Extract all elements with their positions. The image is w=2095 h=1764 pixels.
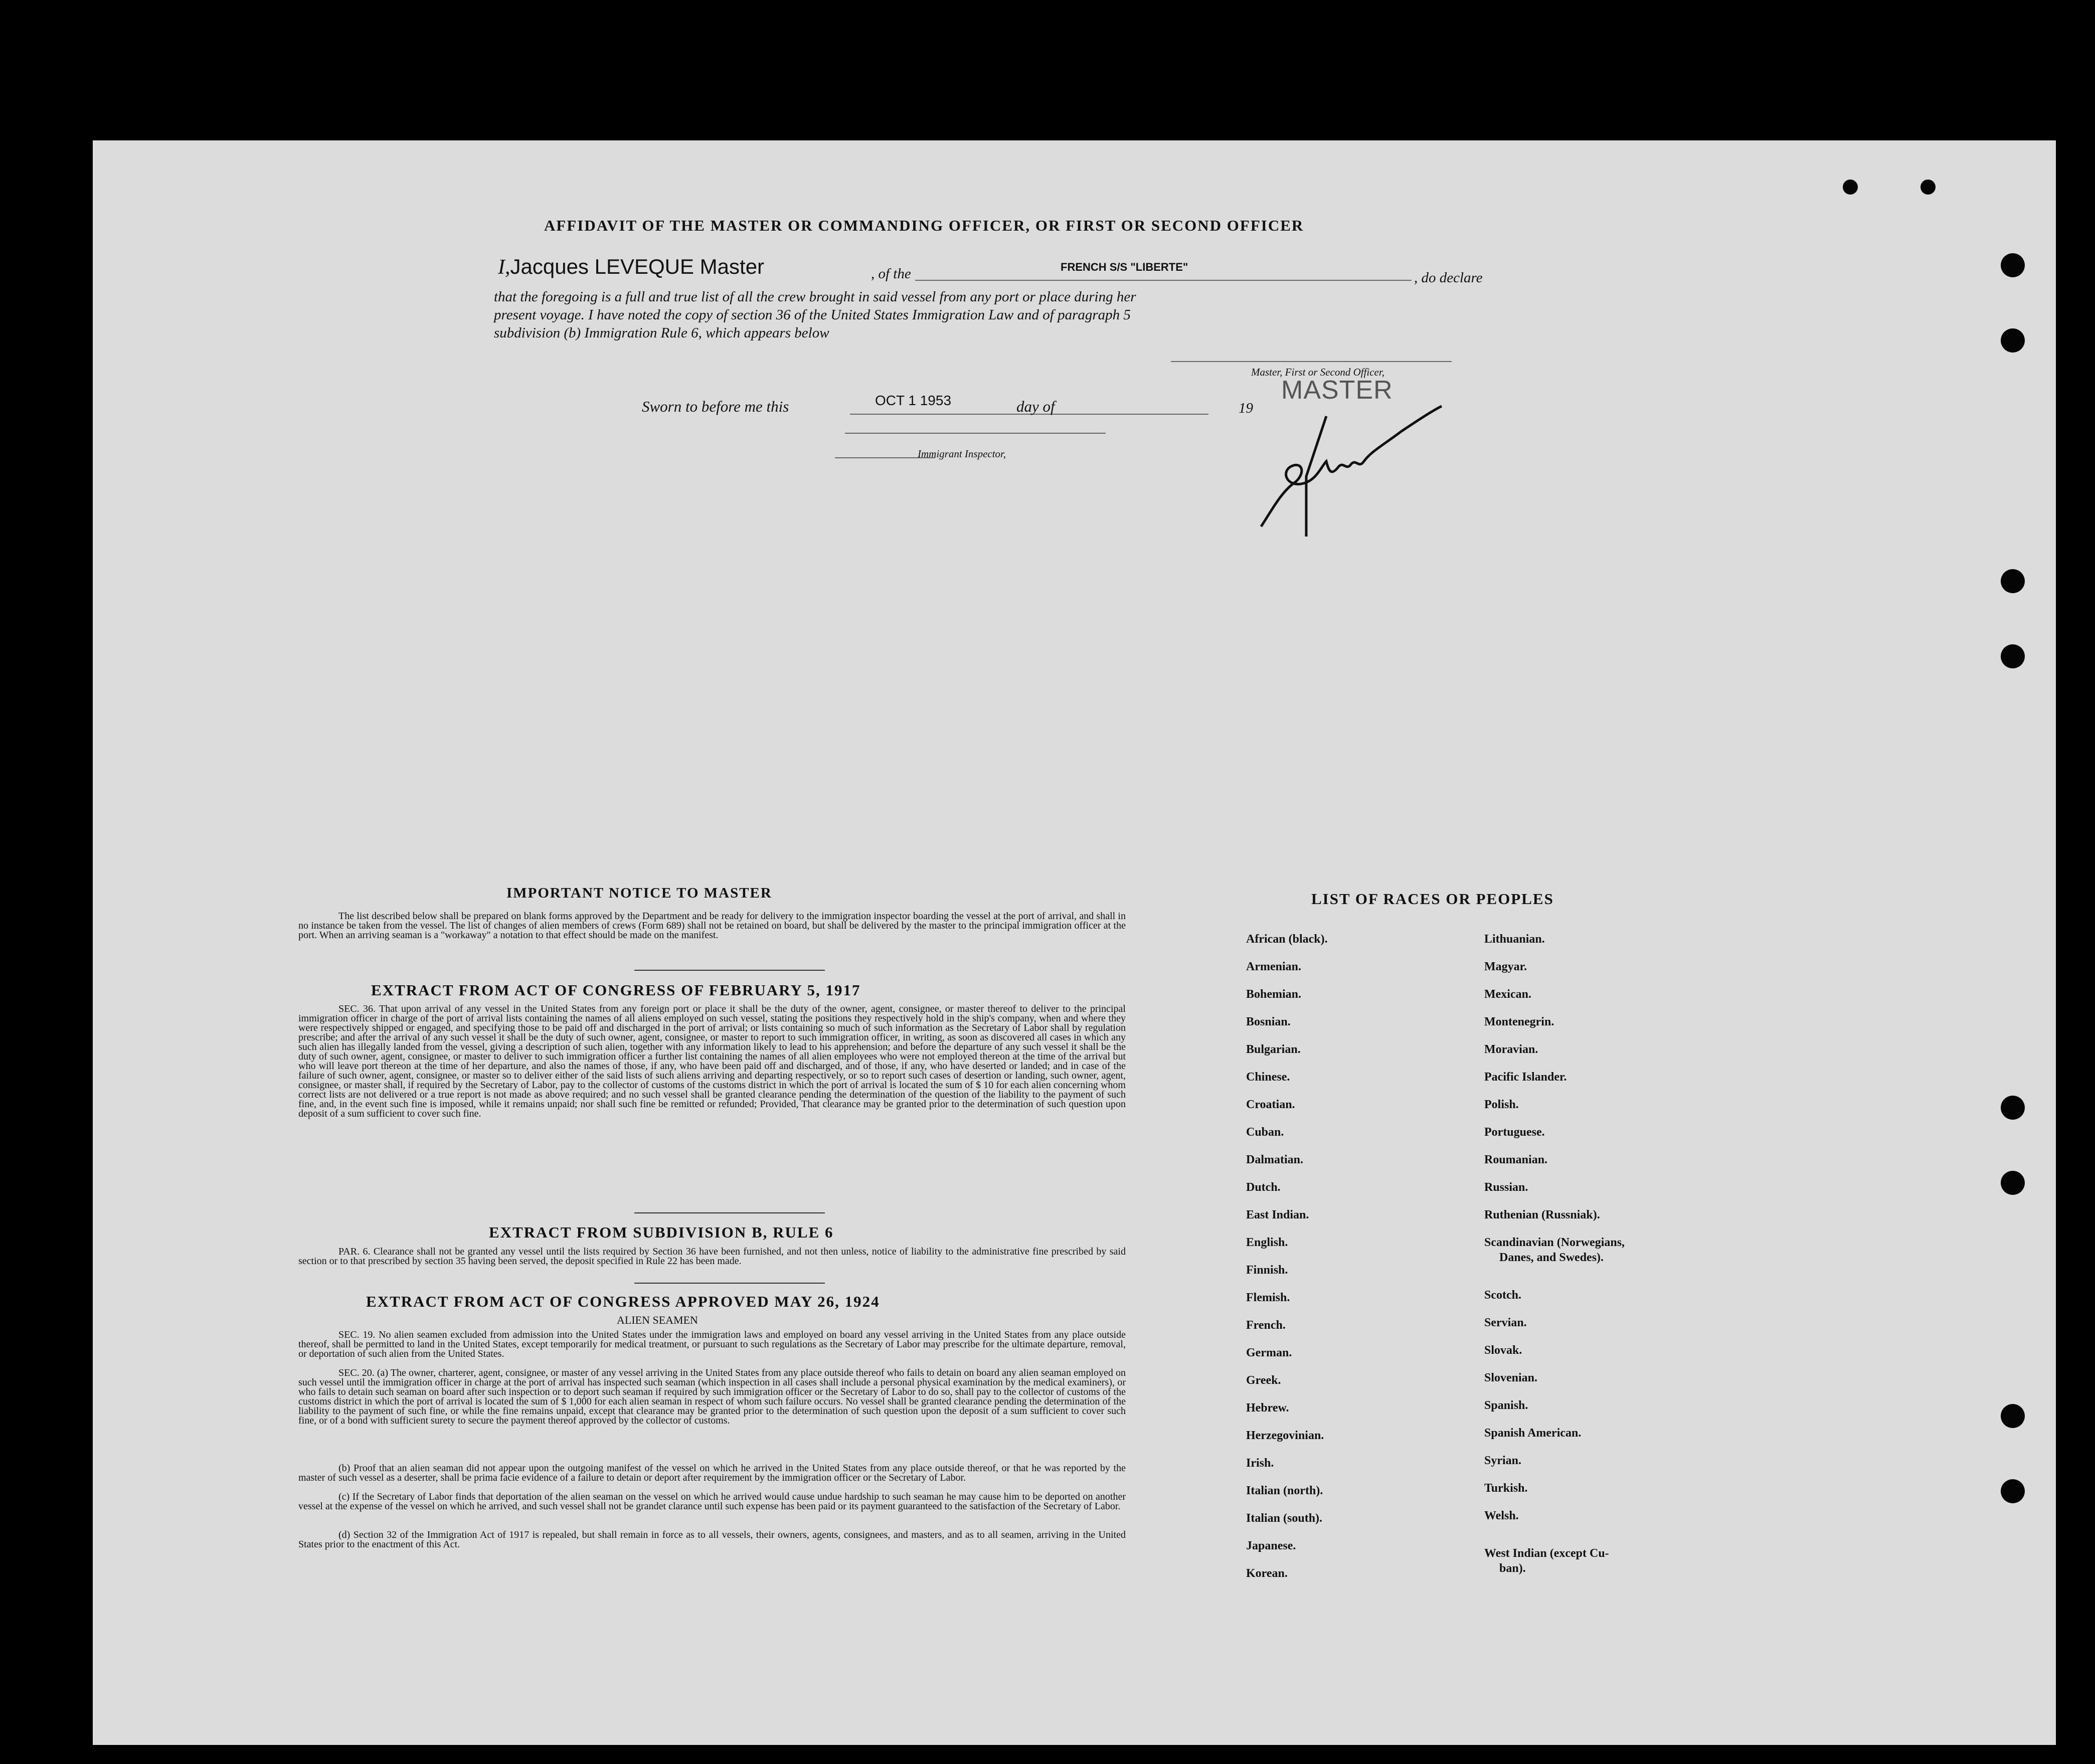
divider — [634, 970, 825, 971]
day-of-underline — [1073, 414, 1208, 415]
race-right: Spanish. — [1484, 1399, 1528, 1412]
race-left: Bosnian. — [1246, 1015, 1291, 1028]
divider — [634, 1283, 825, 1284]
race-left: Greek. — [1246, 1374, 1281, 1387]
race-right: Slovenian. — [1484, 1371, 1538, 1384]
inspector-signature-line — [845, 433, 1106, 434]
race-left: Croatian. — [1246, 1098, 1295, 1111]
race-left: Chinese. — [1246, 1071, 1290, 1084]
extract-1924-sec20d: (d) Section 32 of the Immigration Act of 1917 is repealed, but shall remain in force as to all vessels, their owners, agents, consignees, and masters, and as to all seamen, arriving in the United States prior to the enactment of this Act. — [298, 1529, 1126, 1550]
race-left: Italian (south). — [1246, 1512, 1323, 1525]
extract-1924-sec20b: (b) Proof that an alien seaman did not appear upon the outgoing manifest of the vessel on which he arrived in the United States from any place outside thereof, or that he was reported by the master of such vessel as a deserter, shall be prima facie evidence of a failure to detain or deport after requirement by the immigration officer or the Secretary of Labor. — [298, 1463, 1126, 1483]
race-right: Pacific Islander. — [1484, 1071, 1567, 1084]
master-stamp: MASTER — [1281, 376, 1393, 405]
race-left: Irish. — [1246, 1457, 1274, 1470]
race-left: Herzegovinian. — [1246, 1429, 1324, 1442]
officer-caption: Master, First or Second Officer, — [1251, 366, 1384, 378]
sworn-underline — [850, 414, 1111, 415]
race-right: Montenegrin. — [1484, 1015, 1554, 1028]
declaration-line-3: present voyage. I have noted the copy of section 36 of the United States Immigration Law and of paragraph 5 — [494, 307, 1131, 323]
race-left: Bohemian. — [1246, 988, 1302, 1001]
of-the-text: , of the — [871, 266, 911, 282]
race-left: Italian (north). — [1246, 1484, 1323, 1497]
punch-hole — [2001, 253, 2025, 277]
affidavit-title: AFFIDAVIT OF THE MASTER OR COMMANDING OFFICER, OR FIRST OR SECOND OFFICER — [544, 217, 1304, 234]
race-right: West Indian (except Cu- — [1484, 1547, 1609, 1560]
race-right: Servian. — [1484, 1316, 1527, 1329]
race-left: French. — [1246, 1319, 1286, 1332]
race-right: Moravian. — [1484, 1043, 1538, 1056]
race-right: Ruthenian (Russniak). — [1484, 1208, 1600, 1221]
notice-body: The list described below shall be prepared on blank forms approved by the Department and be ready for delivery to the immigration inspector boarding the vessel at the port of arrival, and shall in no instance be taken from the vessel. The list of changes of alien members of crews (Form 689) shall not be retained on board, but shall be delivered by the master to the principal immigration officer at the port. When an arriving seaman is a "workaway" a notation to that effect should be made on the manifest. — [298, 911, 1126, 941]
declaration-line-4: subdivision (b) Immigration Rule 6, which appears below — [494, 325, 829, 341]
year-text: 19 — [1239, 400, 1253, 416]
race-left: Cuban. — [1246, 1126, 1284, 1139]
punch-hole — [2001, 1479, 2025, 1503]
race-left: African (black). — [1246, 933, 1328, 946]
punch-hole — [2001, 569, 2025, 593]
race-left: German. — [1246, 1346, 1292, 1359]
declarant-line — [498, 255, 764, 279]
inspector-caption: Immigrant Inspector, — [918, 448, 1006, 460]
extract-rule6-body: PAR. 6. Clearance shall not be granted any vessel until the lists required by Section 36 have been furnished, and not then unless, notice of liability to the administrative fine prescribed by said section or to that prescribed by section 35 having been served, the deposit specified in Rule 22 has been made. — [298, 1246, 1126, 1267]
race-left: Flemish. — [1246, 1291, 1290, 1304]
race-right: Syrian. — [1484, 1454, 1522, 1467]
race-right: Magyar. — [1484, 960, 1527, 973]
race-right: Lithuanian. — [1484, 933, 1545, 946]
day-of-text: day of — [1016, 398, 1055, 415]
race-left: Armenian. — [1246, 960, 1301, 973]
extract-rule6-title: EXTRACT FROM SUBDIVISION B, RULE 6 — [489, 1223, 834, 1241]
race-right: Polish. — [1484, 1098, 1519, 1111]
vessel-underline — [915, 280, 1412, 281]
race-right: Turkish. — [1484, 1482, 1528, 1495]
punch-hole — [1921, 180, 1936, 195]
race-right: Scandinavian (Norwegians, — [1484, 1236, 1625, 1249]
race-right: Roumanian. — [1484, 1153, 1548, 1166]
race-right: Russian. — [1484, 1181, 1528, 1194]
race-left: Korean. — [1246, 1567, 1288, 1580]
race-right: Spanish American. — [1484, 1427, 1582, 1440]
race-left: Finnish. — [1246, 1264, 1288, 1277]
extract-1924-sec20c: (c) If the Secretary of Labor finds that deportation of the alien seaman on the vessel on which he arrived would cause undue hardship to such seaman he may cause him to be deported on another vessel at the expense of the vessel on which he arrived, and such vessel shall not be grandet clarance until such expense has been paid or its payment guaranteed to the satisfaction of the Secretary of Labor. — [298, 1491, 1126, 1512]
sworn-date-stamp: OCT 1 1953 — [875, 393, 952, 408]
races-title: LIST OF RACES OR PEOPLES — [1311, 890, 1554, 908]
race-right: Slovak. — [1484, 1344, 1522, 1357]
punch-hole — [2001, 1404, 2025, 1428]
punch-hole — [2001, 1096, 2025, 1120]
extract-1924-sec19: SEC. 19. No alien seamen excluded from admission into the United States under the immigration laws and employed on board any vessel arriving in the United States from any place outside thereof, shall be permitted to land in the United States, except temporarily for medical treatment, or pursuant to such regulations as the Secretary of Labor may prescribe for the ultimate departure, removal, or deportation of such alien from the United States. — [298, 1329, 1126, 1359]
race-left: Dalmatian. — [1246, 1153, 1303, 1166]
vessel-name: FRENCH S/S "LIBERTE" — [1061, 261, 1188, 273]
race-right: Scotch. — [1484, 1289, 1521, 1302]
punch-hole — [2001, 328, 2025, 352]
extract-1924-sec20a: SEC. 20. (a) The owner, charterer, agent, consignee, or master of any vessel arriving in the United States from any place outside thereof who fails to detain on board any alien seaman employed on such vessel until the immigration officer in charge at the port of arrival has inspected such seaman (which inspection in all cases shall include a personal physical examination by the medical examiners), or who fails to detain such seaman on board after such inspection or to deport such seaman if required by such immigration officer or the Secretary of Labor to do so, shall pay to the collector of customs of the customs district in which the port of arrival is located the sum of $ 1,000 for each alien seaman in respect of whom such failure occurs. No vessel shall be granted clearance pending the determination of the liability to the payment of such fine, or while the fine remains unpaid, except that clearance may be granted prior to the determination of such question upon the deposit of a sum sufficient to cover such fine, or of a bond with sufficient surety to secure the payment thereof approved by the collector of customs. — [298, 1367, 1126, 1426]
document-sheet — [93, 140, 2056, 1745]
master-signature — [1251, 401, 1492, 547]
master-name: Jacques LEVEQUE Master — [510, 255, 765, 278]
extract-1917-body: SEC. 36. That upon arrival of any vessel in the United States from any foreign port or place it shall be the duty of the owner, agent, consignee, or master thereof to deliver to the principal immigration officer in charge of the port of arrival lists containing the names of all aliens employed on such vessel, stating the positions they respectively hold in the ship's company, when and where they were respectively shipped or engaged, and specifying those to be paid off and discharged in the port of arrival; or lists containing so much of such information as the Secretary of Labor shall by regulation prescribe; and after the arrival of any such vessel it shall be the duty of such owner, agent, consignee, or master to report to such immigration officer, in writing, as soon as discovered all cases in which any such alien has illegally landed from the vessel, giving a description of such alien, together with any information likely to lead to his apprehension; and before the departure of any such vessel it shall be the duty of such owner, agent, consignee, or master to deliver to such immigration officer a further list containing the names of all alien employees who were not employed thereon at the time of the arrival but who will leave port thereon at the time of her departure, and also the names of those, if any, who have been paid off and discharged, and of those, if any, who have deserted or landed; and in case of the failure of such owner, agent, consignee, or master so to deliver either of the said lists of such aliens arriving and departing respectively, or so to report such cases of desertion or landing, such owner, agent, consignee, or master shall, if required by the Secretary of Labor, pay to the collector of customs of the customs district in which the port of arrival is located the sum of $ 10 for each alien concerning whom correct lists are not delivered or a true report is not made as above required; and no such vessel shall be granted clearance pending the determination of the question of the liability to the payment of such fine, and, in the event such fine is imposed, while it remains unpaid; nor shall such fine be remitted or refunded; Provided, That clearance may be granted prior to the determination of such question upon deposit of a sum sufficient to cover such fine. — [298, 1003, 1126, 1119]
divider — [634, 1212, 825, 1213]
extract-1924-title: EXTRACT FROM ACT OF CONGRESS APPROVED MAY 26, 1924 — [366, 1293, 880, 1310]
race-left: Dutch. — [1246, 1181, 1281, 1194]
punch-hole — [2001, 644, 2025, 668]
race-right: ban). — [1499, 1562, 1526, 1575]
race-right: Mexican. — [1484, 988, 1531, 1001]
race-right: Portuguese. — [1484, 1126, 1545, 1139]
officer-signature-line — [1171, 361, 1452, 362]
notice-title: IMPORTANT NOTICE TO MASTER — [506, 885, 772, 901]
sworn-text: Sworn to before me this — [642, 398, 789, 415]
name-prefix: I, — [498, 256, 510, 279]
race-right: Welsh. — [1484, 1509, 1519, 1522]
do-declare-text: , do declare — [1414, 270, 1483, 286]
race-left: Japanese. — [1246, 1539, 1296, 1552]
punch-hole — [1843, 180, 1858, 195]
declaration-line-2: that the foregoing is a full and true list of all the crew brought in said vessel from any port or place during her — [494, 289, 1136, 305]
race-left: Hebrew. — [1246, 1401, 1289, 1415]
race-left: Bulgarian. — [1246, 1043, 1301, 1056]
race-left: English. — [1246, 1236, 1288, 1249]
punch-hole — [2001, 1171, 2025, 1195]
race-right: Danes, and Swedes). — [1499, 1251, 1604, 1264]
extract-1924-subtitle: ALIEN SEAMEN — [617, 1314, 698, 1326]
race-left: East Indian. — [1246, 1208, 1309, 1221]
extract-1917-title: EXTRACT FROM ACT OF CONGRESS OF FEBRUARY 5, 1917 — [371, 981, 861, 999]
